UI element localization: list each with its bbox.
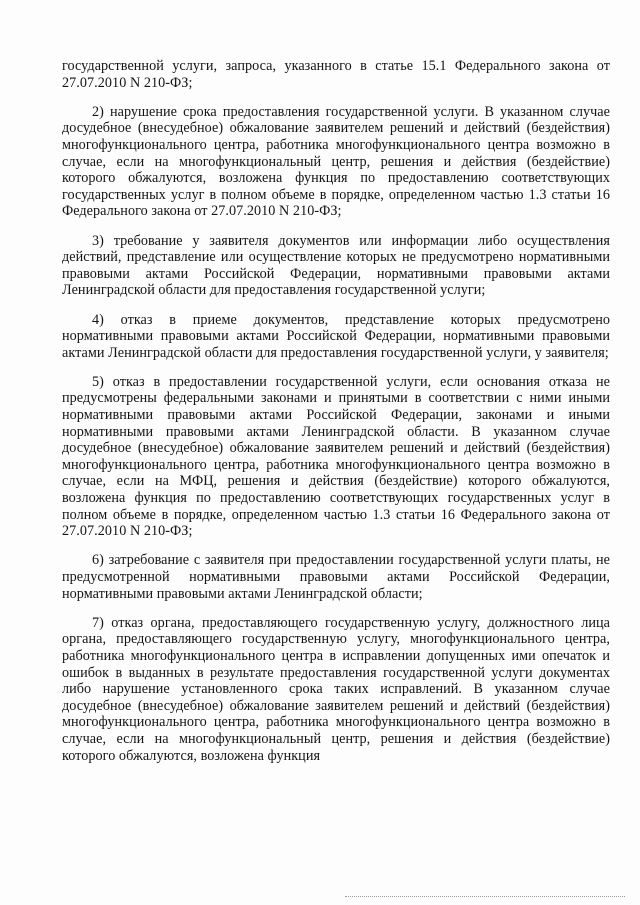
paragraph-item-2: 2) нарушение срока предоставления государственной услуги. В указанном случае досудебное (внесудебное) обжалование заявителем решений и действий (бездействия) многофункционального центра, работника многофункционального центра возможно в случае, если на многофункциональный центр, решения и действия (бездействие) которого обжалуются, возложена функция по предоставлению соответствующих государственных услуг в полном объеме в порядке, определенном частью 1.3 статьи 16 Федерального закона от 27.07.2010 N 210-ФЗ; (62, 103, 610, 220)
paragraph-item-5: 5) отказ в предоставлении государственной услуги, если основания отказа не предусмотрены федеральными законами и принятыми в соответствии с ними иными нормативными правовыми актами Российской Федерации, законами и иными нормативными правовыми актами Ленинградской области. В указанном случае досудебное (внесудебное) обжалование заявителем решений и действий (бездействия) многофункционального центра, работника многофункционального центра возможно в случае, если на МФЦ, решения и действия (бездействие) которого обжалуются, возложена функция по предоставлению соответствующих государственных услуг в полном объеме в порядке, определенном частью 1.3 статьи 16 Федерального закона от 27.07.2010 N 210-ФЗ; (62, 373, 610, 540)
paragraph-item-7: 7) отказ органа, предоставляющего государственную услугу, должностного лица органа, предоставляющего государственную услугу, многофункционального центра, работника многофункционального центра в исправлении допущенных ими опечаток и ошибок в выданных в результате предоставления государственной услуги документах либо нарушение установленного срока таких исправлений. В указанном случае досудебное (внесудебное) обжалование заявителем решений и действий (бездействия) многофункционального центра, работника многофункционального центра возможно в случае, если на многофункциональный центр, решения и действия (бездействие) которого обжалуются, возложена функция (62, 614, 610, 764)
document-body (62, 58, 610, 777)
paragraph-continuation: государственной услуги, запроса, указанного в статье 15.1 Федерального закона от 27.07.2010 N 210-ФЗ; (62, 58, 610, 91)
paragraph-item-3: 3) требование у заявителя документов или информации либо осуществления действий, представление или осуществление которых не предусмотрено нормативными правовыми актами Российской Федерации, нормативными правовыми актами Ленинградской области для предоставления государственной услуги; (62, 232, 610, 299)
paragraph-item-6: 6) затребование с заявителя при предоставлении государственной услуги платы, не предусмотренной нормативными правовыми актами Российской Федерации, нормативными правовыми актами Ленинградской области; (62, 552, 610, 602)
paragraph-item-4: 4) отказ в приеме документов, представление которых предусмотрено нормативными правовыми актами Российской Федерации, нормативными правовыми актами Ленинградской области для предоставления государственной услуги, у заявителя; (62, 311, 610, 361)
scan-edge-line (345, 896, 625, 897)
